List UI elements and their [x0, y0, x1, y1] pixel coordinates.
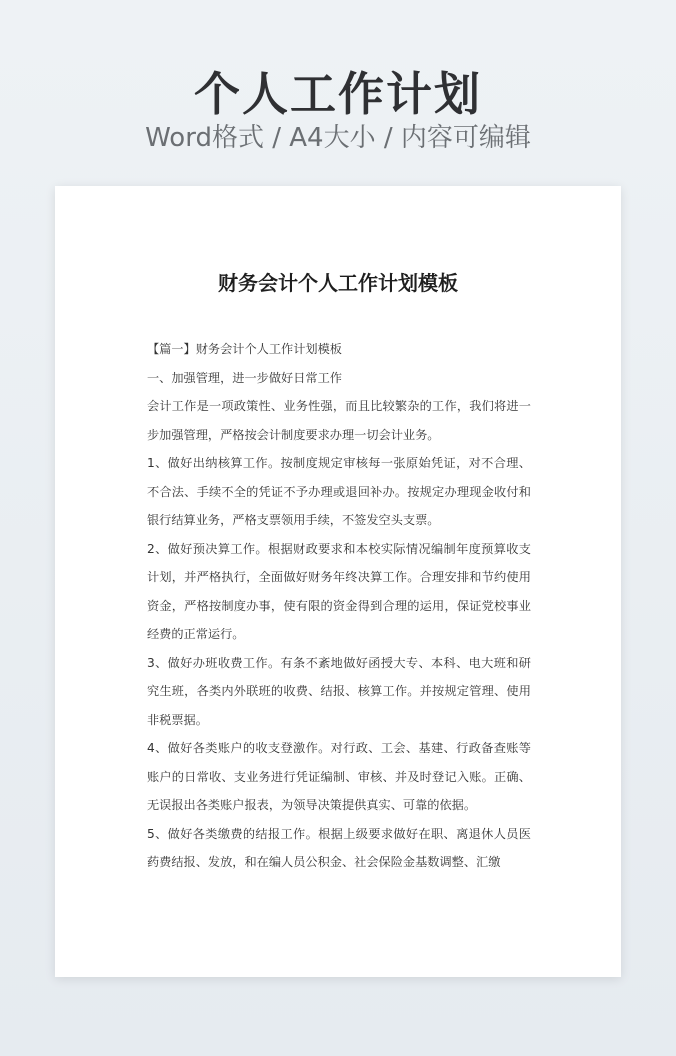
- page-title: 个人工作计划: [194, 67, 482, 121]
- body-paragraph: 会计工作是一项政策性、业务性强，而且比较繁杂的工作，我们将进一步加强管理，严格按会计制度要求办理一切会计业务。: [147, 399, 531, 442]
- document-body: [147, 335, 531, 877]
- body-paragraph: 5、做好各类缴费的结报工作。根据上级要求做好在职、离退休人员医药费结报、发放，和在编人员公积金、社会保险金基数调整、汇缴: [147, 826, 531, 869]
- page-subtitle: Word格式 / A4大小 / 内容可编辑: [145, 123, 531, 153]
- section-heading: 【篇一】财务会计个人工作计划模板: [147, 342, 342, 356]
- document-page: [55, 186, 621, 977]
- body-paragraph: 2、做好预决算工作。根据财政要求和本校实际情况编制年度预算收支计划，并严格执行，全面做好财务年终决算工作。合理安排和节约使用资金，严格按制度办事，使有限的资金得到合理的运用，保证党校事业经费的正常运行。: [147, 541, 531, 641]
- document-title: 财务会计个人工作计划模板: [218, 271, 458, 295]
- body-paragraph: 4、做好各类账户的收支登激作。对行政、工会、基建、行政备查账等账户的日常收、支业务进行凭证编制、审核、并及时登记入账。正确、无误报出各类账户报表，为领导决策提供真实、可靠的依据。: [147, 741, 531, 812]
- body-paragraph: 1、做好出纳核算工作。按制度规定审核每一张原始凭证，对不合理、不合法、手续不全的凭证不予办理或退回补办。按规定办理现金收付和银行结算业务，严格支票领用手续，不签发空头支票。: [147, 456, 531, 527]
- body-paragraph: 3、做好办班收费工作。有条不紊地做好函授大专、本科、电大班和研究生班，各类内外联班的收费、结报、核算工作。并按规定管理、使用非税票据。: [147, 655, 531, 727]
- subsection-heading: 一、加强管理，进一步做好日常工作: [147, 370, 342, 385]
